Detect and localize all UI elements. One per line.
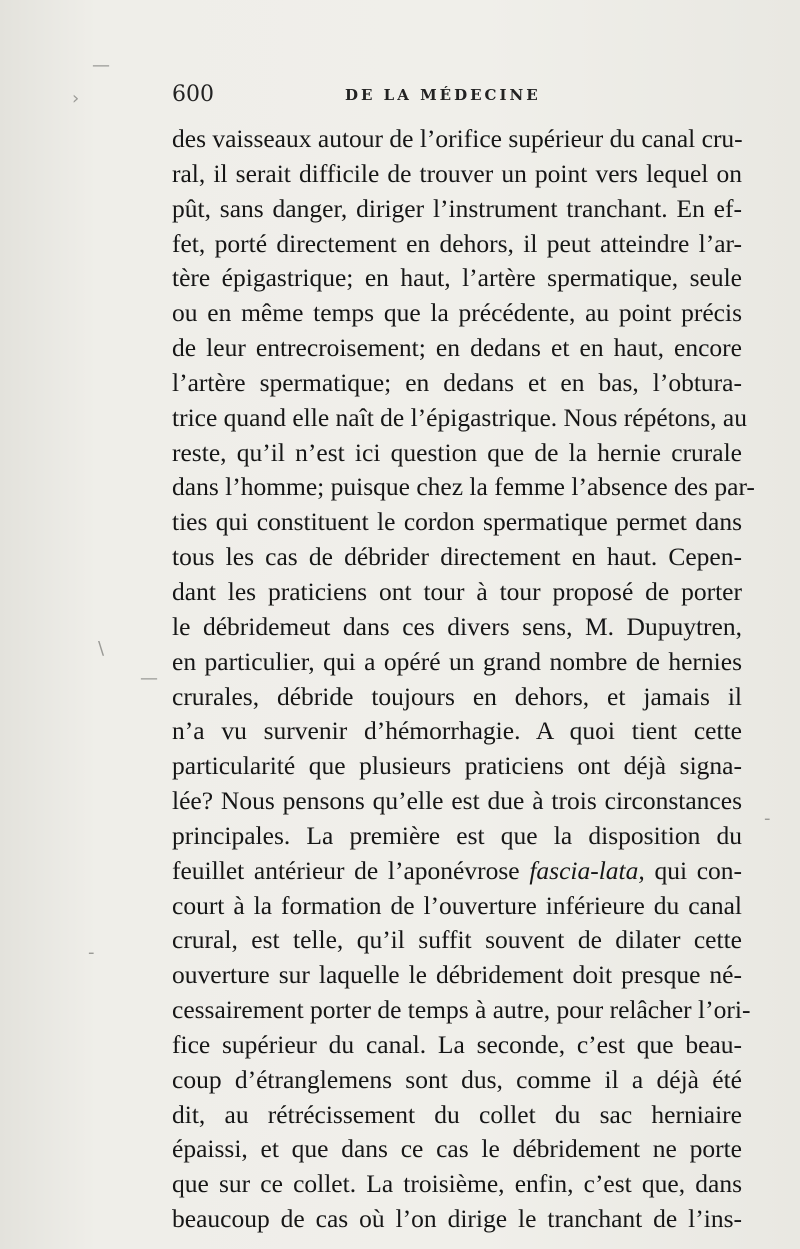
margin-stroke-mark: - [88, 942, 95, 963]
text-line: ties qui constituent le cordon spermatique permet dans [172, 507, 742, 537]
text-line: en particulier, qui a opéré un grand nombre de hernies [172, 646, 742, 676]
text-line: principales. La première est que la disposition du [172, 820, 742, 850]
text-line: ral, il serait difficile de trouver un point vers lequel on [172, 158, 742, 188]
body-text [172, 122, 755, 1237]
text-line: dans l’homme; puisque chez la femme l’absence des par- [172, 472, 755, 502]
text-line: dit, au rétrécissement du collet du sac herniaire [172, 1099, 742, 1129]
margin-stroke-mark: \ [98, 638, 105, 659]
text-line: des vaisseaux autour de l’orifice supérieur du canal cru- [172, 124, 743, 153]
margin-stroke-mark: › [72, 88, 80, 109]
text-line: que sur ce collet. La troisième, enfin, c’est que, dans [172, 1169, 742, 1199]
text-line: de leur entrecroisement; en dedans et en haut, encore [172, 333, 742, 363]
text-line: fet, porté directement en dehors, il peut atteindre l’ar- [172, 228, 742, 258]
margin-stroke-mark: — [140, 668, 158, 689]
text-line: particularité que plusieurs praticiens ont déjà signa- [172, 751, 742, 781]
text-line: court à la formation de l’ouverture inférieure du canal [172, 890, 742, 920]
text-line: cessairement porter de temps à autre, pour relâcher l’ori- [172, 995, 751, 1025]
margin-stroke-mark: - [764, 808, 771, 829]
text-line: coup d’étranglemens sont dus, comme il a déjà été [172, 1064, 742, 1094]
page-number: 600 [172, 82, 214, 107]
text-line: le débridemeut dans ces divers sens, M. Dupuytren, [172, 611, 742, 641]
text-line: ou en même temps que la précédente, au point précis [172, 298, 742, 328]
text-line: crural, est telle, qu’il suffit souvent de dilater cette [172, 925, 742, 955]
text-line: l’artère spermatique; en dedans et en bas, l’obtura- [172, 367, 742, 397]
text-line: épaissi, et que dans ce cas le débridement ne porte [172, 1134, 742, 1164]
text-line: tous les cas de débrider directement en haut. Cepen- [172, 542, 742, 572]
text-line: fice supérieur du canal. La seconde, c’est que beau- [172, 1029, 742, 1059]
text-segment: qui con- [654, 855, 743, 885]
text-line: ouverture sur laquelle le débridement doit presque né- [172, 960, 742, 990]
text-line: n’a vu survenir d’hémorrhagie. A quoi tient cette [172, 716, 742, 746]
italic-term: fascia-lata, [529, 855, 645, 885]
text-line: dant les praticiens ont tour à tour proposé de porter [172, 576, 742, 606]
text-line: trice quand elle naît de l’épigastrique. Nous répétons, au [172, 402, 747, 432]
running-head: DE LA MÉDECINE [345, 86, 541, 104]
margin-stroke-mark: — [92, 55, 110, 76]
text-line: tère épigastrique; en haut, l’artère spermatique, seule [172, 263, 742, 293]
text-segment: feuillet antérieur de l’aponévrose [172, 855, 520, 885]
text-line: crurales, débride toujours en dehors, et jamais il [172, 681, 742, 711]
text-line: beaucoup de cas où l’on dirige le tranchant de l’ins- [172, 1204, 742, 1234]
text-line: lée? Nous pensons qu’elle est due à trois circonstances [172, 786, 742, 816]
text-line: pût, sans danger, diriger l’instrument tranchant. En ef- [172, 193, 742, 223]
text-line-with-italic [172, 854, 742, 889]
text-line: reste, qu’il n’est ici question que de la hernie crurale [172, 437, 742, 467]
